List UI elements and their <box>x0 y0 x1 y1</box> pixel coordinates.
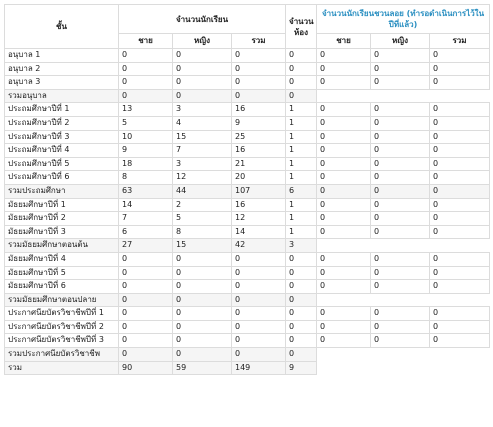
male-count: 0 <box>119 280 173 294</box>
row-label: ประกาศนียบัตรวิชาชีพปีที่ 3 <box>5 334 119 348</box>
header-female: หญิง <box>173 34 232 49</box>
table-total-row <box>5 361 490 375</box>
flood-total-count: 0 <box>430 198 490 212</box>
flood-female-count: 0 <box>371 116 430 130</box>
male-count: 0 <box>119 49 173 63</box>
table-total-row <box>5 89 490 103</box>
flood-total-count: 0 <box>430 130 490 144</box>
female-count: 0 <box>173 76 232 90</box>
female-count: 0 <box>173 89 232 103</box>
total-count: 0 <box>232 348 286 362</box>
room-count: 1 <box>286 144 317 158</box>
table-total-row <box>5 348 490 362</box>
table-row <box>5 103 490 117</box>
empty-cell <box>317 239 490 253</box>
total-count: 0 <box>232 62 286 76</box>
table-row <box>5 334 490 348</box>
row-label: ประถมศึกษาปีที่ 3 <box>5 130 119 144</box>
table-row <box>5 320 490 334</box>
male-count: 0 <box>119 293 173 307</box>
room-count: 1 <box>286 198 317 212</box>
flood-total-count: 0 <box>430 252 490 266</box>
flood-total-count: 0 <box>430 334 490 348</box>
table-row <box>5 171 490 185</box>
flood-total-count: 0 <box>430 225 490 239</box>
row-label: มัธยมศึกษาปีที่ 4 <box>5 252 119 266</box>
flood-total-count: 0 <box>430 144 490 158</box>
male-count: 0 <box>119 252 173 266</box>
female-count: 5 <box>173 212 232 226</box>
male-count: 0 <box>119 320 173 334</box>
flood-total-count: 0 <box>430 157 490 171</box>
room-count: 0 <box>286 89 317 103</box>
female-count: 0 <box>173 293 232 307</box>
flood-female-count: 0 <box>371 334 430 348</box>
female-count: 0 <box>173 348 232 362</box>
room-count: 0 <box>286 348 317 362</box>
empty-cell <box>317 361 490 375</box>
room-count: 0 <box>286 76 317 90</box>
empty-cell <box>317 89 490 103</box>
room-count: 3 <box>286 239 317 253</box>
flood-male-count: 0 <box>317 280 371 294</box>
male-count: 0 <box>119 76 173 90</box>
flood-male-count: 0 <box>317 184 371 198</box>
room-count: 0 <box>286 307 317 321</box>
flood-female-count: 0 <box>371 184 430 198</box>
flood-male-count: 0 <box>317 171 371 185</box>
flood-male-count: 0 <box>317 116 371 130</box>
flood-female-count: 0 <box>371 76 430 90</box>
table-row <box>5 280 490 294</box>
flood-male-count: 0 <box>317 157 371 171</box>
header-flood-female: หญิง <box>371 34 430 49</box>
row-label: ประถมศึกษาปีที่ 5 <box>5 157 119 171</box>
female-count: 0 <box>173 62 232 76</box>
female-count: 15 <box>173 239 232 253</box>
flood-male-count: 0 <box>317 62 371 76</box>
empty-cell <box>317 348 490 362</box>
male-count: 7 <box>119 212 173 226</box>
row-label: ประถมศึกษาปีที่ 6 <box>5 171 119 185</box>
row-label: รวม <box>5 361 119 375</box>
room-count: 0 <box>286 280 317 294</box>
flood-total-count: 0 <box>430 266 490 280</box>
flood-total-count: 0 <box>430 171 490 185</box>
flood-total-count: 0 <box>430 62 490 76</box>
male-count: 14 <box>119 198 173 212</box>
total-count: 21 <box>232 157 286 171</box>
table-total-row <box>5 293 490 307</box>
header-flood-students: จำนวนนักเรียนชวนลอย (ทำรอดำเนินการไว้ในปีที่แล้ว) <box>317 5 490 34</box>
female-count: 8 <box>173 225 232 239</box>
row-label: รวมประกาศนียบัตรวิชาชีพ <box>5 348 119 362</box>
room-count: 0 <box>286 252 317 266</box>
flood-total-count: 0 <box>430 320 490 334</box>
room-count: 1 <box>286 225 317 239</box>
flood-male-count: 0 <box>317 266 371 280</box>
male-count: 0 <box>119 89 173 103</box>
flood-female-count: 0 <box>371 320 430 334</box>
flood-female-count: 0 <box>371 225 430 239</box>
flood-male-count: 0 <box>317 76 371 90</box>
male-count: 27 <box>119 239 173 253</box>
table-row <box>5 266 490 280</box>
male-count: 5 <box>119 116 173 130</box>
row-label: รวมประถมศึกษา <box>5 184 119 198</box>
total-count: 149 <box>232 361 286 375</box>
row-label: ประกาศนียบัตรวิชาชีพปีที่ 1 <box>5 307 119 321</box>
room-count: 0 <box>286 293 317 307</box>
total-count: 0 <box>232 252 286 266</box>
total-count: 107 <box>232 184 286 198</box>
header-total: รวม <box>232 34 286 49</box>
flood-total-count: 0 <box>430 184 490 198</box>
total-count: 0 <box>232 89 286 103</box>
female-count: 3 <box>173 103 232 117</box>
flood-male-count: 0 <box>317 49 371 63</box>
flood-total-count: 0 <box>430 212 490 226</box>
row-label: มัธยมศึกษาปีที่ 5 <box>5 266 119 280</box>
row-label: รวมอนุบาล <box>5 89 119 103</box>
room-count: 0 <box>286 266 317 280</box>
female-count: 0 <box>173 49 232 63</box>
row-label: อนุบาล 3 <box>5 76 119 90</box>
flood-male-count: 0 <box>317 103 371 117</box>
row-label: มัธยมศึกษาปีที่ 6 <box>5 280 119 294</box>
flood-female-count: 0 <box>371 157 430 171</box>
male-count: 0 <box>119 307 173 321</box>
total-count: 0 <box>232 280 286 294</box>
room-count: 0 <box>286 62 317 76</box>
room-count: 1 <box>286 157 317 171</box>
flood-female-count: 0 <box>371 212 430 226</box>
flood-male-count: 0 <box>317 198 371 212</box>
header-male: ชาย <box>119 34 173 49</box>
total-count: 16 <box>232 103 286 117</box>
header-level: ชั้น <box>5 5 119 49</box>
total-count: 0 <box>232 334 286 348</box>
total-count: 0 <box>232 320 286 334</box>
flood-total-count: 0 <box>430 116 490 130</box>
table-row <box>5 252 490 266</box>
room-count: 6 <box>286 184 317 198</box>
total-count: 0 <box>232 293 286 307</box>
room-count: 1 <box>286 103 317 117</box>
table-row <box>5 116 490 130</box>
row-label: อนุบาล 2 <box>5 62 119 76</box>
room-count: 1 <box>286 116 317 130</box>
flood-female-count: 0 <box>371 130 430 144</box>
total-count: 16 <box>232 144 286 158</box>
male-count: 9 <box>119 144 173 158</box>
table-row <box>5 212 490 226</box>
room-count: 1 <box>286 171 317 185</box>
flood-female-count: 0 <box>371 49 430 63</box>
header-flood-total: รวม <box>430 34 490 49</box>
female-count: 3 <box>173 157 232 171</box>
male-count: 10 <box>119 130 173 144</box>
flood-female-count: 0 <box>371 103 430 117</box>
male-count: 0 <box>119 334 173 348</box>
room-count: 1 <box>286 212 317 226</box>
empty-cell <box>317 293 490 307</box>
row-label: มัธยมศึกษาปีที่ 2 <box>5 212 119 226</box>
flood-female-count: 0 <box>371 198 430 212</box>
total-count: 25 <box>232 130 286 144</box>
table-total-row <box>5 239 490 253</box>
male-count: 8 <box>119 171 173 185</box>
female-count: 2 <box>173 198 232 212</box>
row-label: ประกาศนียบัตรวิชาชีพปีที่ 2 <box>5 320 119 334</box>
female-count: 12 <box>173 171 232 185</box>
female-count: 4 <box>173 116 232 130</box>
table-total-row <box>5 184 490 198</box>
row-label: รวมมัธยมศึกษาตอนต้น <box>5 239 119 253</box>
row-label: รวมมัธยมศึกษาตอนปลาย <box>5 293 119 307</box>
row-label: มัธยมศึกษาปีที่ 1 <box>5 198 119 212</box>
flood-female-count: 0 <box>371 280 430 294</box>
table-row <box>5 307 490 321</box>
row-label: ประถมศึกษาปีที่ 1 <box>5 103 119 117</box>
male-count: 63 <box>119 184 173 198</box>
flood-male-count: 0 <box>317 320 371 334</box>
total-count: 0 <box>232 76 286 90</box>
table-row <box>5 225 490 239</box>
flood-total-count: 0 <box>430 49 490 63</box>
total-count: 14 <box>232 225 286 239</box>
flood-male-count: 0 <box>317 252 371 266</box>
table-row <box>5 157 490 171</box>
male-count: 0 <box>119 62 173 76</box>
flood-male-count: 0 <box>317 225 371 239</box>
flood-total-count: 0 <box>430 307 490 321</box>
flood-total-count: 0 <box>430 103 490 117</box>
room-count: 0 <box>286 320 317 334</box>
male-count: 13 <box>119 103 173 117</box>
male-count: 0 <box>119 348 173 362</box>
flood-male-count: 0 <box>317 144 371 158</box>
table-body <box>5 49 490 375</box>
flood-total-count: 0 <box>430 76 490 90</box>
total-count: 42 <box>232 239 286 253</box>
female-count: 7 <box>173 144 232 158</box>
female-count: 0 <box>173 252 232 266</box>
female-count: 59 <box>173 361 232 375</box>
total-count: 0 <box>232 266 286 280</box>
table-row <box>5 198 490 212</box>
female-count: 0 <box>173 307 232 321</box>
female-count: 0 <box>173 266 232 280</box>
total-count: 9 <box>232 116 286 130</box>
female-count: 0 <box>173 280 232 294</box>
flood-female-count: 0 <box>371 144 430 158</box>
flood-female-count: 0 <box>371 62 430 76</box>
total-count: 12 <box>232 212 286 226</box>
male-count: 6 <box>119 225 173 239</box>
female-count: 15 <box>173 130 232 144</box>
total-count: 0 <box>232 307 286 321</box>
flood-male-count: 0 <box>317 212 371 226</box>
flood-total-count: 0 <box>430 280 490 294</box>
student-stats-table <box>4 4 490 375</box>
row-label: อนุบาล 1 <box>5 49 119 63</box>
flood-male-count: 0 <box>317 307 371 321</box>
table-row <box>5 144 490 158</box>
header-students: จำนวนนักเรียน <box>119 5 286 34</box>
female-count: 44 <box>173 184 232 198</box>
room-count: 0 <box>286 49 317 63</box>
flood-female-count: 0 <box>371 266 430 280</box>
row-label: ประถมศึกษาปีที่ 4 <box>5 144 119 158</box>
total-count: 16 <box>232 198 286 212</box>
male-count: 18 <box>119 157 173 171</box>
room-count: 1 <box>286 130 317 144</box>
table-row <box>5 49 490 63</box>
flood-male-count: 0 <box>317 130 371 144</box>
header-flood-male: ชาย <box>317 34 371 49</box>
row-label: มัธยมศึกษาปีที่ 3 <box>5 225 119 239</box>
table-row <box>5 62 490 76</box>
flood-male-count: 0 <box>317 334 371 348</box>
table-row <box>5 76 490 90</box>
header-rooms: จำนวน ห้อง <box>286 5 317 49</box>
flood-female-count: 0 <box>371 171 430 185</box>
female-count: 0 <box>173 334 232 348</box>
male-count: 90 <box>119 361 173 375</box>
total-count: 0 <box>232 49 286 63</box>
room-count: 0 <box>286 334 317 348</box>
total-count: 20 <box>232 171 286 185</box>
table-row <box>5 130 490 144</box>
flood-female-count: 0 <box>371 307 430 321</box>
row-label: ประถมศึกษาปีที่ 2 <box>5 116 119 130</box>
room-count: 9 <box>286 361 317 375</box>
female-count: 0 <box>173 320 232 334</box>
male-count: 0 <box>119 266 173 280</box>
flood-female-count: 0 <box>371 252 430 266</box>
